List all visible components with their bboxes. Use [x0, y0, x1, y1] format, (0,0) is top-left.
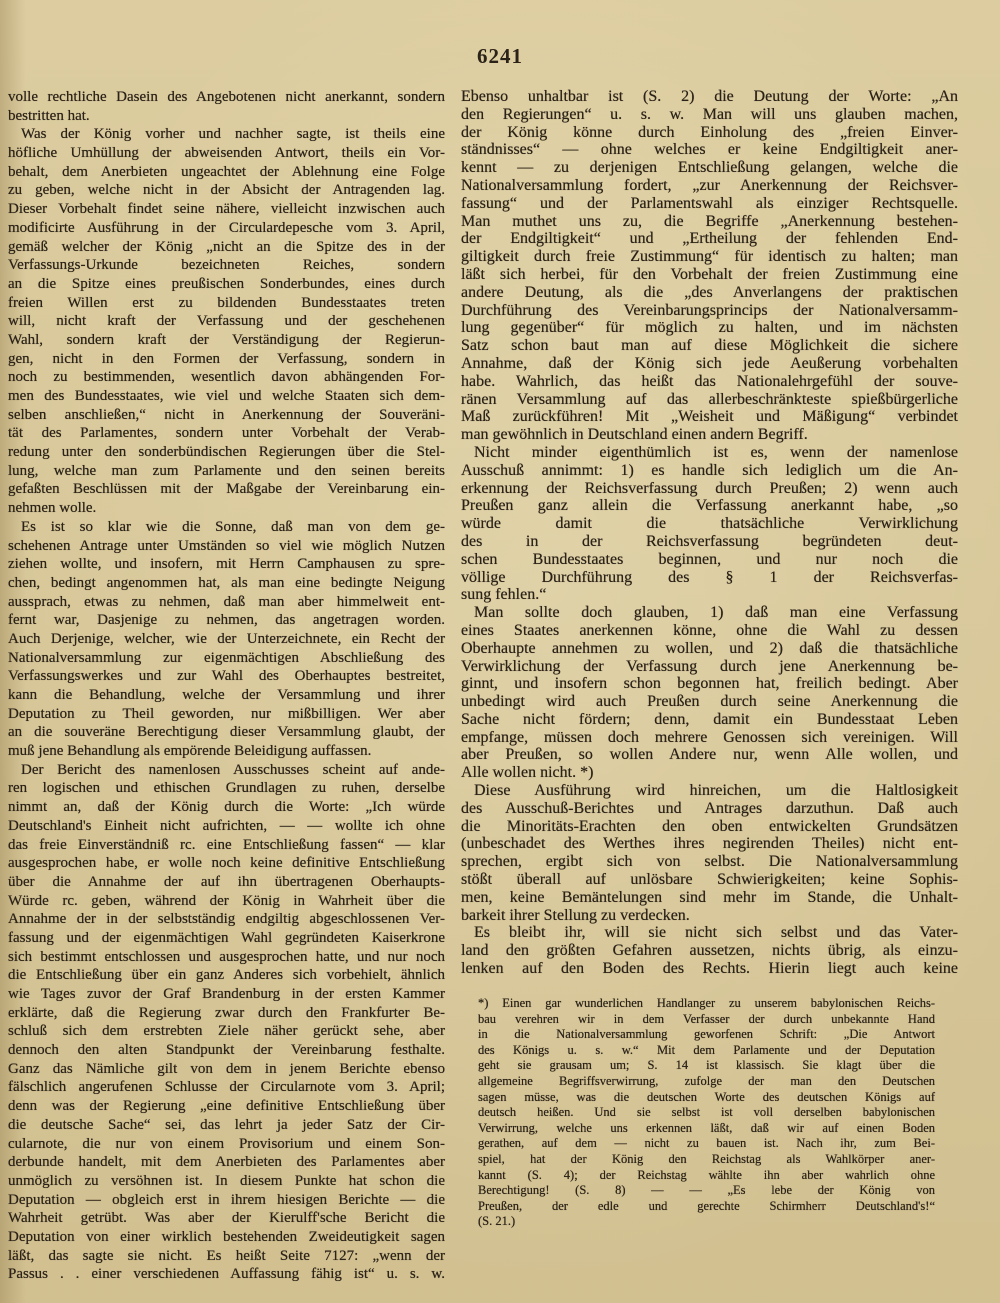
- text-line: Ebenso unhaltbar ist (S. 2) die Deutung der Worte: „An: [461, 88, 958, 105]
- text-line: derbunde handelt, mit dem Anerbieten des Parlamentes aber: [8, 1154, 445, 1171]
- text-line: schen Bundesstaates beginnen, und nur noch die: [461, 550, 958, 568]
- page-number: 6241: [477, 44, 523, 68]
- right-column: [461, 88, 958, 978]
- text-line: Dieser Vorbehalt findet seine nähere, vielleicht inzwischen auch: [8, 201, 445, 218]
- text-line: denn was der Regierung „eine definitive Entschließung über: [8, 1098, 445, 1115]
- text-line: Es bleibt ihr, will sie nicht sich selbst und das Vater-: [474, 924, 958, 942]
- footnote: [478, 996, 935, 1230]
- text-line: Passus . . einer verschiedenen Auffassung fähig ist“ u. s. w.: [8, 1266, 445, 1283]
- text-line: redung unter den sonderbündischen Regierungen über die Stel-: [8, 444, 445, 461]
- footnote-line: gerathen, auf dem — nicht zu bauen ist. Nach ihr, zum Bei-: [478, 1136, 935, 1151]
- text-line: sich bestimmt entschlossen und ausgesprochen hatte, und nur noch: [8, 948, 445, 965]
- text-line: men des Bundesstaates, wie viel und welche Staaten sich dem-: [8, 388, 445, 404]
- footnote-line: (S. 21.): [478, 1214, 516, 1229]
- text-line: Deutschland's Einheit nicht aufrichten, — — wollte ich ohne: [8, 817, 445, 834]
- text-line: sung fehlen.“: [461, 586, 547, 604]
- text-line: Auch Derjenige, welcher, wie der Unterzeichnete, ein Recht der: [8, 630, 445, 647]
- text-line: ziehen wollte, und insofern, mit Herrn Camphausen zu spre-: [8, 556, 445, 573]
- text-line: fassung und der eigenmächtigen Wahl gegründeten Kaiserkrone: [8, 929, 445, 946]
- text-line: ränen Versammlung auf das allerbeschränkteste spießbürgerliche: [461, 390, 958, 408]
- text-line: barkeit ihrer Stellung zu verdecken.: [461, 906, 690, 924]
- text-line: ren logischen und ethischen Grundlagen zu ruhen, derselbe: [8, 780, 445, 797]
- text-line: kennt — zu derjenigen Entschließung gelangen, welche die: [461, 159, 958, 177]
- footnote-line: geht sie grausam um; S. 14 ist klassisch. Sie klagt über die: [478, 1058, 935, 1073]
- text-line: läßt sich herbei, für den Vorbehalt der freien Zustimmung eine: [461, 265, 958, 283]
- text-line: die deutsche Sache“ sei, das lehrt ja jeder Satz der Cir-: [8, 1116, 445, 1133]
- text-line: Wahl, sondern kraft der Verständigung der Regierun-: [8, 331, 445, 348]
- text-line: höfliche Umhüllung der abweisenden Antwort, theils ein Vor-: [8, 145, 445, 162]
- text-line: des in der Reichsverfassung begründeten deut-: [461, 532, 958, 550]
- text-line: des Ausschuß-Berichtes und Antrages darzuthun. Daß auch: [461, 799, 958, 817]
- text-line: den Regierungen“ u. s. w. Man will uns glauben machen,: [461, 105, 958, 123]
- text-line: erklärte, daß die Regierung zwar durch den Frankfurter Be-: [8, 1004, 445, 1021]
- text-line: die Entschließung über ein ganz Anderes sich vorbehielt, ähnlich: [8, 967, 445, 984]
- footnote-line: bau verehren wir in dem Verfasser der durch unbekannte Hand: [478, 1011, 935, 1026]
- footnote-line: des Königs u. s. w.“ Mit dem Parlamente und der Deputation: [478, 1042, 935, 1057]
- text-line: Oberhaupte annehmen zu wollen, und 2) daß die thatsächliche: [461, 639, 958, 657]
- footnote-line: Verwirrung, welche uns erkennen läßt, daß wir auf einen Boden: [478, 1120, 935, 1135]
- text-line: Diese Ausführung wird hinreichen, um die Haltlosigkeit: [474, 782, 958, 800]
- text-line: Maß zurückführen! Mit „Weisheit und Mäßigung“ verbindet: [461, 408, 958, 426]
- text-line: Verfassungswerkes und zur Wahl des Oberhauptes bestreitet,: [8, 668, 445, 685]
- text-line: Alle wollen nicht. *): [461, 764, 594, 782]
- text-line: die Minoritäts-Erachten den oben entwickelten Grundsätzen: [461, 817, 958, 835]
- text-line: Nationalversammlung zur eigenmächtigen Abschließung des: [8, 649, 445, 666]
- text-line: freien Willen erst zu bildenden Bundesstaates treten: [8, 294, 445, 311]
- text-line: Durchführung des Vereinbarungsprincips der Nationalversamm-: [461, 301, 958, 319]
- text-line: land den größten Gefahren aussetzen, nichts übrig, als einzu-: [461, 942, 958, 960]
- text-line: Deputation von einer wirklich bestehenden Zweideutigkeit sagen: [8, 1228, 445, 1245]
- text-line: nimmt an, daß der König durch die Worte: „Ich würde: [8, 799, 445, 816]
- text-line: kann die Behandlung, welche der Versammlung und ihrer: [8, 687, 445, 703]
- text-line: men, keine Bemäntelungen sind mehr im Stande, die Unhalt-: [461, 888, 958, 906]
- text-line: völlige Durchführung des § 1 der Reichsverfas-: [461, 568, 958, 586]
- text-line: ginnt, und insofern schon begonnen hat, freilich bedingt. Aber: [461, 675, 958, 693]
- text-line: Deputation zu Theil geworden, nur mißbilligen. Wer aber: [8, 705, 445, 722]
- text-line: muß jene Behandlung als empörende Beleidigung auffassen.: [8, 743, 372, 760]
- text-line: selben anschließen,“ nicht in Anerkennung der Souveräni-: [8, 406, 445, 423]
- paragraph: [8, 518, 445, 761]
- text-line: bestritten hat.: [8, 107, 90, 124]
- paragraph: [461, 88, 958, 444]
- text-line: dennoch den alten Standpunkt der Vereinbarung festhalte.: [8, 1042, 445, 1059]
- text-line: andere Deutung, als die „des Anverlangens der praktischen: [461, 283, 958, 301]
- footnote-line: *) Einen gar wunderlichen Handlanger zu unserem babylonischen Reichs-: [478, 996, 935, 1010]
- text-line: ausgesprochen habe, er wolle noch keine definitive Entschließung: [8, 855, 445, 872]
- text-line: schluß sich dem erstrebten Ziele näher gerückt sehe, aber: [8, 1023, 445, 1040]
- text-line: fassung“ und der Parlamentswahl als einziger Rechtsquelle.: [461, 194, 958, 212]
- text-line: Würde rc. geben, während der König in Wahrheit über die: [8, 892, 445, 909]
- text-line: Man muthet uns zu, die Begriffe „Anerkennung bestehen-: [461, 212, 958, 230]
- text-line: (unbeschadet des Werthes ihres negirenden Theiles) nicht ent-: [461, 835, 958, 853]
- text-line: Es ist so klar wie die Sonne, daß man von dem ge-: [21, 518, 445, 535]
- text-line: gen, nicht in den Formen der Verfassung, sondern in: [8, 350, 445, 367]
- footnote-line: in die Nationalversammlung geworfenen Schrift: „Die Antwort: [478, 1027, 935, 1042]
- text-line: der König könne durch Einholung des „freien Einver-: [461, 123, 958, 141]
- text-line: Nationalversammlung fordert, „zur Anerkennung der Reichsver-: [461, 176, 958, 194]
- text-line: der Endgiltigkeit“ und „Ertheilung der fehlenden End-: [461, 230, 958, 248]
- footnote-line: kannt (S. 4); der Reichstag wählte ihn aber wahrlich ohne: [478, 1167, 935, 1182]
- text-line: an die Spitze eines preußischen Sonderbundes, eines durch: [8, 275, 445, 292]
- paragraph: [8, 88, 445, 125]
- paragraph: [8, 125, 445, 517]
- text-line: empfange, müssen doch mehrere Genossen sich vereinigen. Will: [461, 728, 958, 746]
- text-line: läßt, das sagte sie nicht. Es heißt Seite 7127: „wenn der: [8, 1247, 445, 1264]
- text-line: schehenen Antrage unter Umständen so viel wie möglich Nutzen: [8, 537, 445, 554]
- text-line: Sache nicht fördern; denn, damit ein Bundesstaat Leben: [461, 710, 958, 728]
- text-line: giltigkeit durch freie Zustimmung“ für identisch zu halten; man: [461, 248, 958, 266]
- footnote-line: deutsch heißen. Und sie selbst ist voll derselben babylonischen: [478, 1105, 935, 1120]
- text-line: behalt, dem Anerbieten ungeachtet der Ablehnung eine Folge: [8, 163, 445, 180]
- text-line: cularnote, die nur von einem Provisorium und einem Son-: [8, 1135, 445, 1152]
- paragraph: [8, 761, 445, 1284]
- text-line: fälschlich angerufenen Schlusse der Circularnote vom 3. April;: [8, 1079, 445, 1096]
- text-line: aussprach, etwas zu nehmen, daß man aber himmelweit ent-: [8, 593, 445, 610]
- text-line: sprechen, ergibt sich von selbst. Die Nationalversammlung: [461, 853, 958, 871]
- text-line: fernt war, Dasjenige zu nehmen, das angetragen worden.: [8, 612, 445, 629]
- text-line: eines Staates anerkennen könne, ohne die Wahl zu dessen: [461, 621, 958, 639]
- text-line: stößt überall auf unlösbare Schwierigkeiten; keine Sophis-: [461, 871, 958, 889]
- footnote-line: sagen müsse, was die deutschen Worte des deutschen Königs auf: [478, 1089, 935, 1104]
- text-line: Verfassungs-Urkunde bezeichneten Reiches, sondern: [8, 257, 445, 274]
- text-line: an die souveräne Berechtigung dieser Versammlung glaubt, der: [8, 724, 445, 741]
- text-line: unbedingt wird auch Preußen durch seine Anerkennung die: [461, 693, 958, 711]
- text-line: Ganz das Nämliche gilt von dem in jenem Berichte ebenso: [8, 1060, 445, 1077]
- text-line: erkennung der Reichsverfassung durch Preußen; 2) wenn auch: [461, 479, 958, 497]
- text-line: modificirte Ausführung in der Circulardepesche vom 3. April,: [8, 219, 445, 236]
- text-line: Ausschuß annimmt: 1) es handle sich lediglich um die An-: [461, 461, 958, 479]
- text-line: chen, bedingt angenommen hat, als man eine bedingte Neigung: [8, 574, 445, 591]
- text-line: Wahrheit getrübt. Was aber der Kierulff'sche Bericht die: [8, 1210, 445, 1227]
- text-line: lung, welche man zum Parlamente und den seinen bereits: [8, 462, 445, 479]
- text-line: Preußen ganz allein die Verfassung anerkannt habe, „so: [461, 497, 958, 515]
- text-line: Nicht minder eigenthümlich ist es, wenn der namenlose: [474, 443, 958, 461]
- footnote-line: Preußen, der edle und gerechte Schirmherr Deutschland's!“: [478, 1198, 935, 1213]
- paragraph: [461, 782, 958, 924]
- text-line: würde damit die thatsächliche Verwirklichung: [461, 515, 958, 533]
- text-line: gefaßten Beschlüssen mit der Maßgabe der Vereinbarung ein-: [8, 481, 445, 498]
- text-line: will, nicht kraft der Verfassung und der geschehenen: [8, 313, 445, 330]
- text-line: nehmen wolle.: [8, 500, 97, 517]
- text-line: lenken auf den Boden des Rechts. Hierin liegt auch keine: [461, 960, 958, 978]
- text-line: Man sollte doch glauben, 1) daß man eine Verfassung: [474, 604, 958, 622]
- paragraph: [461, 444, 958, 604]
- text-line: gemäß welcher der König „nicht an die Spitze des in der: [8, 238, 445, 255]
- text-line: unmöglich zu versöhnen ist. In diesem Punkte hat schon die: [8, 1172, 445, 1189]
- text-line: Verwirklichung der Verfassung durch jene Anerkennung be-: [461, 657, 958, 675]
- text-line: Der Bericht des namenlosen Ausschusses scheint auf ande-: [21, 761, 445, 778]
- text-line: über die Annahme der auf ihn übertragenen Oberhaupts-: [8, 873, 445, 890]
- text-line: ständnisses“ — ohne welches er keine Endgiltigkeit aner-: [461, 141, 958, 159]
- text-line: lung gegenüber“ für möglich zu halten, und im nächsten: [461, 319, 958, 337]
- paragraph: [461, 924, 958, 977]
- text-line: volle rechtliche Dasein des Angebotenen nicht anerkannt, sondern: [8, 89, 445, 105]
- text-line: man gewöhnlich in Deutschland einen andern Begriff.: [461, 426, 808, 444]
- text-line: Deputation — obgleich erst in ihrem hiesigen Berichte — die: [8, 1191, 445, 1208]
- paragraph: [461, 604, 958, 782]
- text-line: Annahme, daß der König sich jede Aeußerung vorbehalten: [461, 354, 958, 372]
- text-line: noch zu bestimmenden, wesentlich davon abhängenden For-: [8, 369, 445, 386]
- text-line: tät des Parlamentes, sondern unter Vorbehalt der Verab-: [8, 425, 445, 442]
- text-line: wie Tages zuvor der Graf Brandenburg in der ersten Kammer: [8, 986, 445, 1002]
- text-line: Satz schon baut man auf diese Möglichkeit die sichere: [461, 337, 958, 355]
- text-line: Annahme der in der selbstständig endgiltig abgeschlossenen Ver-: [8, 911, 445, 928]
- footnote-line: Berechtigung! (S. 8) — — „Es lebe der König von: [478, 1183, 935, 1198]
- left-column: [8, 88, 445, 1284]
- text-line: aber Preußen, so wollen Andere nur, wenn Alle wollen, und: [461, 746, 958, 764]
- footnote-line: allgemeine Begriffsverwirrung, zufolge der man den Deutschen: [478, 1073, 935, 1088]
- text-line: habe. Wahrlich, das heißt das Nationalehrgefühl der souve-: [461, 372, 958, 390]
- text-line: zu geben, welche nicht in der Absicht der Antragenden lag.: [8, 182, 445, 199]
- text-line: Was der König vorher und nachher sagte, ist theils eine: [21, 126, 445, 143]
- footnote-line: spiel, hat der König den Reichstag als Wahlkörper aner-: [478, 1151, 935, 1166]
- text-line: das freie Einverständniß rc. eine Entschließung fassen“ — klar: [8, 836, 445, 853]
